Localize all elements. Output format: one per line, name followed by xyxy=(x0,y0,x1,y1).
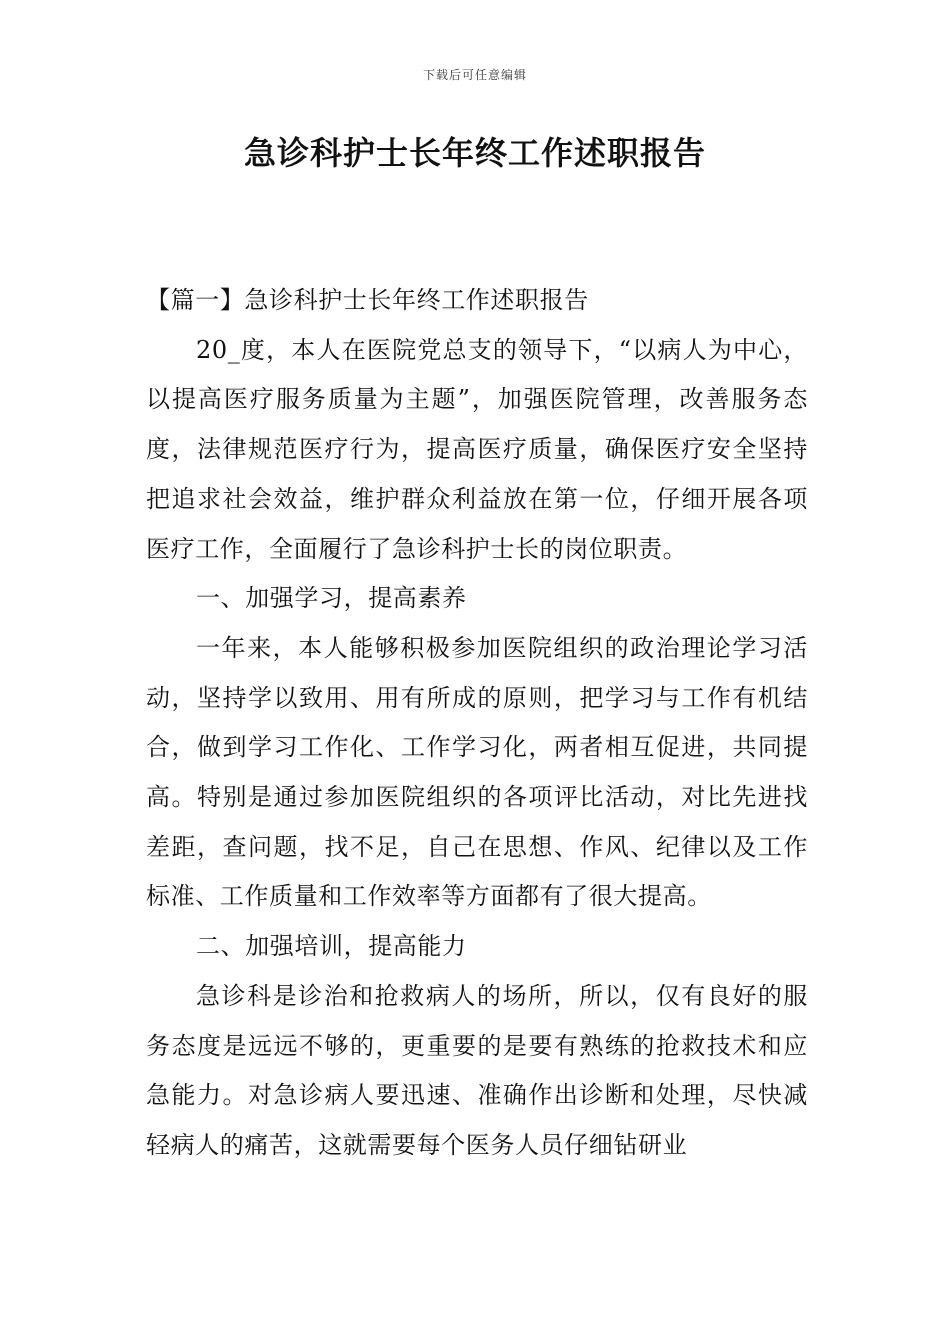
paragraph-intro: 20_度，本人在医院党总支的领导下，“以病人为中心，以提高医疗服务质量为主题”，加强医院管理，改善服务态度，法律规范医疗行为，提高医疗质量，确保医疗安全坚持把追求社会效益，维护群众利益放在第一位，仔细开展各项医疗工作，全面履行了急诊科护士长的岗位职责。 xyxy=(146,335,808,563)
heading-study: 一、加强学习，提高素养 xyxy=(196,584,467,613)
section-title: 【篇一】急诊科护士长年终工作述职报告 xyxy=(146,286,589,314)
paragraph-study: 一年来，本人能够积极参加医院组织的政治理论学习活动，坚持学以致用、用有所成的原则，把学习与工作有机结合，做到学习工作化、工作学习化，两者相互促进，共同提高。特别是通过参加医院组织的各项评比活动，对比先进找差距，查问题，找不足，自己在思想、作风、纪律以及工作标准、工作质量和工作效率等方面都有了很大提高。 xyxy=(146,633,808,911)
heading-training: 二、加强培训，提高能力 xyxy=(196,932,467,961)
document-title: 急诊科护士长年终工作述职报告 xyxy=(243,134,706,172)
paragraph-training: 急诊科是诊治和抢救病人的场所，所以，仅有良好的服务态度是远远不够的，更重要的是要有熟练的抢救技术和应急能力。对急诊病人要迅速、准确作出诊断和处理，尽快减轻病人的痛苦，这就需要每个医务人员仔细钻研业 xyxy=(146,981,808,1159)
header-note: 下载后可任意编辑 xyxy=(422,68,527,82)
document-body xyxy=(146,276,808,1171)
